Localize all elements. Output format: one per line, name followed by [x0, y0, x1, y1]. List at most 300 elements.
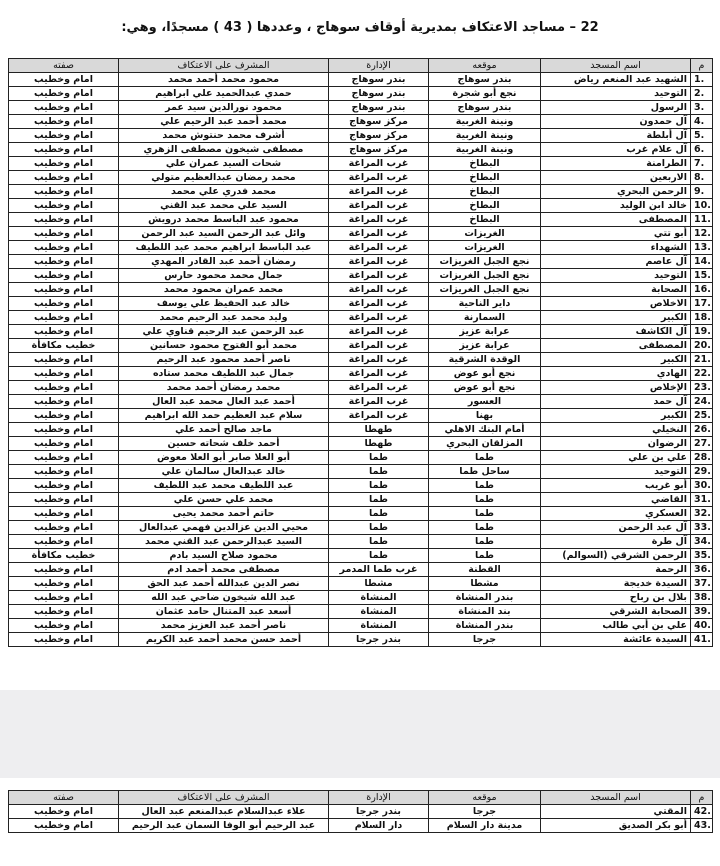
mosque-location: نجع أبو عوض: [429, 367, 541, 381]
supervisor-role: امام وخطيب: [9, 619, 119, 633]
supervisor-role: امام وخطيب: [9, 507, 119, 521]
mosque-name: خالد ابن الوليد: [541, 199, 691, 213]
page-title: 22 – مساجد الاعتكاف بمديرية أوقاف سوهاج ، وعددها ( 43 ) مسجدًا، وهي:: [121, 20, 599, 35]
mosque-name: السيدة خديجة: [541, 577, 691, 591]
mosque-name: السيدة عائشة: [541, 633, 691, 647]
administration: غرب المراغة: [329, 311, 429, 325]
row-number: 4.: [691, 115, 713, 129]
supervisor-name: مصطفى شيخون مصطفى الزهري: [119, 143, 329, 157]
supervisor-role: امام وخطيب: [9, 605, 119, 619]
administration: مشطا: [329, 577, 429, 591]
supervisor-name: حاتم أحمد محمد يحيى: [119, 507, 329, 521]
administration: غرب المراغة: [329, 353, 429, 367]
supervisor-name: أحمد خلف شحاته حسين: [119, 437, 329, 451]
mosque-name: أبو تتي: [541, 227, 691, 241]
mosque-location: طما: [429, 451, 541, 465]
mosque-location: البطاخ: [429, 185, 541, 199]
mosque-name: الكبير: [541, 353, 691, 367]
mosque-name: الطرامنة: [541, 157, 691, 171]
supervisor-role: امام وخطيب: [9, 395, 119, 409]
header-num: م: [691, 791, 713, 805]
mosque-location: بندر المنشاة: [429, 619, 541, 633]
administration: المنشاة: [329, 605, 429, 619]
row-number: 41.: [691, 633, 713, 647]
table-row: [9, 73, 713, 87]
header-role: صفته: [9, 791, 119, 805]
header-num: م: [691, 59, 713, 73]
table-row: [9, 521, 713, 535]
supervisor-name: عبد الرحيم أبو الوفا السمان عبد الرحيم: [119, 819, 329, 833]
supervisor-name: عبد الله شيخون ضاحي عبد الله: [119, 591, 329, 605]
supervisor-role: خطيب مكافأة: [9, 339, 119, 353]
mosque-name: الرسول: [541, 101, 691, 115]
table-row: [9, 479, 713, 493]
mosque-name: العسكري: [541, 507, 691, 521]
supervisor-name: محمد فدري علي محمد: [119, 185, 329, 199]
mosque-name: الصحابة: [541, 283, 691, 297]
mosque-location: بهنا: [429, 409, 541, 423]
mosque-location: نجع أبو عوض: [429, 381, 541, 395]
table-row: [9, 129, 713, 143]
supervisor-role: امام وخطيب: [9, 199, 119, 213]
row-number: 7.: [691, 157, 713, 171]
table-row: [9, 353, 713, 367]
supervisor-role: امام وخطيب: [9, 465, 119, 479]
table-header-row: [9, 791, 713, 805]
administration: طما: [329, 521, 429, 535]
supervisor-role: امام وخطيب: [9, 311, 119, 325]
row-number: 20.: [691, 339, 713, 353]
mosque-location: السمارنة: [429, 311, 541, 325]
mosque-name: الاربعين: [541, 171, 691, 185]
supervisor-role: امام وخطيب: [9, 157, 119, 171]
administration: طما: [329, 479, 429, 493]
mosque-location: بندر سوهاج: [429, 101, 541, 115]
mosque-location: البطاخ: [429, 171, 541, 185]
supervisor-name: محمد علي حسن علي: [119, 493, 329, 507]
table-row: [9, 269, 713, 283]
administration: غرب المراغة: [329, 381, 429, 395]
mosque-location: طما: [429, 549, 541, 563]
row-number: 40.: [691, 619, 713, 633]
administration: بندر جرجا: [329, 633, 429, 647]
administration: غرب المراغة: [329, 325, 429, 339]
mosque-name: الإخلاص: [541, 381, 691, 395]
supervisor-role: امام وخطيب: [9, 577, 119, 591]
row-number: 29.: [691, 465, 713, 479]
mosque-location: نجع أبو شجرة: [429, 87, 541, 101]
mosque-name: الرضوان: [541, 437, 691, 451]
table-row: [9, 605, 713, 619]
supervisor-role: امام وخطيب: [9, 535, 119, 549]
header-role: صفته: [9, 59, 119, 73]
supervisor-name: ناصر أحمد محمود عبد الرحيم: [119, 353, 329, 367]
supervisor-name: السيد عبدالرحمن عبد القني محمد: [119, 535, 329, 549]
mosque-name: الشهيد عبد المنعم رياض: [541, 73, 691, 87]
administration: غرب المراغة: [329, 213, 429, 227]
administration: طما: [329, 507, 429, 521]
mosque-name: آل حمدون: [541, 115, 691, 129]
supervisor-role: خطيب مكافأة: [9, 549, 119, 563]
mosque-name: الصحابة الشرقي: [541, 605, 691, 619]
mosque-name: الرحمن الشرقي (السوالم): [541, 549, 691, 563]
header-mosque: اسم المسجد: [541, 59, 691, 73]
table-row: [9, 297, 713, 311]
row-number: 36.: [691, 563, 713, 577]
supervisor-role: امام وخطيب: [9, 171, 119, 185]
mosque-location: ساحل طما: [429, 465, 541, 479]
supervisor-role: امام وخطيب: [9, 805, 119, 819]
mosque-name: آل عاصم: [541, 255, 691, 269]
administration: طما: [329, 549, 429, 563]
supervisor-role: امام وخطيب: [9, 591, 119, 605]
supervisor-role: امام وخطيب: [9, 479, 119, 493]
administration: طما: [329, 465, 429, 479]
table-row: [9, 185, 713, 199]
supervisor-role: امام وخطيب: [9, 325, 119, 339]
row-number: 6.: [691, 143, 713, 157]
supervisor-name: محمد رمضان أحمد محمد: [119, 381, 329, 395]
table-row: [9, 171, 713, 185]
table-row: [9, 549, 713, 563]
mosque-location: العسور: [429, 395, 541, 409]
mosque-location: البطاخ: [429, 213, 541, 227]
header-location: موقعه: [429, 59, 541, 73]
mosque-name: الرحمن البحري: [541, 185, 691, 199]
administration: بندر سوهاج: [329, 101, 429, 115]
table-row: [9, 367, 713, 381]
mosque-location: طما: [429, 493, 541, 507]
supervisor-role: امام وخطيب: [9, 409, 119, 423]
table-row: [9, 241, 713, 255]
mosque-name: الكبير: [541, 409, 691, 423]
administration: طما: [329, 535, 429, 549]
administration: مركز سوهاج: [329, 129, 429, 143]
mosque-name: المصطفى: [541, 213, 691, 227]
table-row: [9, 563, 713, 577]
mosque-name: الشهداء: [541, 241, 691, 255]
supervisor-role: امام وخطيب: [9, 353, 119, 367]
row-number: 21.: [691, 353, 713, 367]
administration: بندر جرجا: [329, 805, 429, 819]
table-row: [9, 87, 713, 101]
row-number: 37.: [691, 577, 713, 591]
row-number: 1.: [691, 73, 713, 87]
mosque-name: علي بن علي: [541, 451, 691, 465]
mosque-location: بند المنشاة: [429, 605, 541, 619]
header-supervisor: المشرف على الاعتكاف: [119, 791, 329, 805]
supervisor-role: امام وخطيب: [9, 819, 119, 833]
administration: غرب المراغة: [329, 339, 429, 353]
administration: طما: [329, 493, 429, 507]
mosque-location: ونينة الغربية: [429, 143, 541, 157]
supervisor-name: محمد أبو الفتوح محمود حسانين: [119, 339, 329, 353]
table-row: [9, 381, 713, 395]
row-number: 13.: [691, 241, 713, 255]
table-row: [9, 591, 713, 605]
supervisor-role: امام وخطيب: [9, 213, 119, 227]
row-number: 9.: [691, 185, 713, 199]
table-row: [9, 619, 713, 633]
table-row: [9, 339, 713, 353]
mosque-location: ونينة الغربية: [429, 115, 541, 129]
mosque-location: مشطا: [429, 577, 541, 591]
supervisor-role: امام وخطيب: [9, 283, 119, 297]
mosque-location: المزلقان البحري: [429, 437, 541, 451]
table-row: [9, 507, 713, 521]
supervisor-name: ناصر أحمد عبد العزيز محمد: [119, 619, 329, 633]
row-number: 26.: [691, 423, 713, 437]
table-row: [9, 409, 713, 423]
table-row: [9, 227, 713, 241]
supervisor-role: امام وخطيب: [9, 115, 119, 129]
table-row: [9, 283, 713, 297]
mosque-name: التوحيد: [541, 269, 691, 283]
mosque-location: أمام البنك الاهلي: [429, 423, 541, 437]
supervisor-role: امام وخطيب: [9, 423, 119, 437]
table-row: [9, 101, 713, 115]
table-row: [9, 819, 713, 833]
table-row: [9, 577, 713, 591]
row-number: 33.: [691, 521, 713, 535]
administration: طما: [329, 451, 429, 465]
mosque-name: أبو غريب: [541, 479, 691, 493]
supervisor-role: امام وخطيب: [9, 367, 119, 381]
supervisor-name: عبد اللطيف محمد عبد اللطيف: [119, 479, 329, 493]
page-gap: [0, 690, 720, 778]
supervisor-name: جمال محمد محمود حارس: [119, 269, 329, 283]
table-row: [9, 805, 713, 819]
row-number: 14.: [691, 255, 713, 269]
row-number: 2.: [691, 87, 713, 101]
mosque-location: الغريزات: [429, 241, 541, 255]
administration: غرب المراغة: [329, 185, 429, 199]
row-number: 23.: [691, 381, 713, 395]
mosque-name: آل حمد: [541, 395, 691, 409]
table-row: [9, 325, 713, 339]
supervisor-name: أسعد عبد المتنال حامد عثمان: [119, 605, 329, 619]
table-row: [9, 633, 713, 647]
supervisor-name: نصر الدين عبدالله أحمد عبد الحق: [119, 577, 329, 591]
mosques-table: [8, 58, 713, 647]
supervisor-name: مصطفى محمد أحمد ادم: [119, 563, 329, 577]
administration: غرب المراغة: [329, 199, 429, 213]
row-number: 27.: [691, 437, 713, 451]
table-row: [9, 255, 713, 269]
table-row: [9, 451, 713, 465]
mosque-name: التوحيد: [541, 465, 691, 479]
mosque-location: الغريزات: [429, 227, 541, 241]
table-row: [9, 143, 713, 157]
supervisor-name: محمود محمد أحمد محمد: [119, 73, 329, 87]
mosque-name: آل عبد الرحمن: [541, 521, 691, 535]
row-number: 24.: [691, 395, 713, 409]
administration: دار السلام: [329, 819, 429, 833]
table-row: [9, 199, 713, 213]
mosque-location: نجع الجبل الغريزات: [429, 269, 541, 283]
table-row: [9, 437, 713, 451]
supervisor-role: امام وخطيب: [9, 73, 119, 87]
mosque-location: عرابة عزيز: [429, 325, 541, 339]
administration: غرب المراغة: [329, 395, 429, 409]
administration: مركز سوهاج: [329, 143, 429, 157]
administration: غرب المراغة: [329, 227, 429, 241]
mosque-location: داير الناحية: [429, 297, 541, 311]
mosque-location: جرجا: [429, 633, 541, 647]
table-row: [9, 493, 713, 507]
supervisor-name: وليد محمد عبد الرحيم محمد: [119, 311, 329, 325]
header-admin: الإدارة: [329, 59, 429, 73]
supervisor-name: خالد عبدالعال سالمان علي: [119, 465, 329, 479]
mosque-location: طما: [429, 535, 541, 549]
row-number: 12.: [691, 227, 713, 241]
supervisor-name: علاء عبدالسلام عبدالمنعم عبد العال: [119, 805, 329, 819]
administration: المنشاة: [329, 619, 429, 633]
supervisor-name: خالد عبد الحفيظ علي يوسف: [119, 297, 329, 311]
mosque-name: التوحيد: [541, 87, 691, 101]
administration: طهطا: [329, 423, 429, 437]
administration: غرب المراغة: [329, 157, 429, 171]
administration: غرب المراغة: [329, 409, 429, 423]
table-header-row: [9, 59, 713, 73]
mosque-name: الاخلاص: [541, 297, 691, 311]
administration: غرب المراغة: [329, 269, 429, 283]
mosque-name: بلال بن رباح: [541, 591, 691, 605]
row-number: 43.: [691, 819, 713, 833]
supervisor-role: امام وخطيب: [9, 255, 119, 269]
administration: غرب المراغة: [329, 171, 429, 185]
mosque-location: الوقدة الشرقية: [429, 353, 541, 367]
row-number: 3.: [691, 101, 713, 115]
row-number: 18.: [691, 311, 713, 325]
administration: طهطا: [329, 437, 429, 451]
header-supervisor: المشرف على الاعتكاف: [119, 59, 329, 73]
mosque-name: علي بن أبي طالب: [541, 619, 691, 633]
mosque-location: نجع الجبل الغريزات: [429, 255, 541, 269]
supervisor-name: ماجد صالح أحمد علي: [119, 423, 329, 437]
row-number: 34.: [691, 535, 713, 549]
supervisor-role: امام وخطيب: [9, 101, 119, 115]
table-row: [9, 213, 713, 227]
mosque-name: آل علام غرب: [541, 143, 691, 157]
supervisor-role: امام وخطيب: [9, 227, 119, 241]
mosque-name: آل الكاشف: [541, 325, 691, 339]
administration: المنشاة: [329, 591, 429, 605]
mosque-name: أبو بكر الصديق: [541, 819, 691, 833]
administration: غرب طما المدمر: [329, 563, 429, 577]
row-number: 25.: [691, 409, 713, 423]
row-number: 38.: [691, 591, 713, 605]
supervisor-role: امام وخطيب: [9, 185, 119, 199]
row-number: 19.: [691, 325, 713, 339]
row-number: 31.: [691, 493, 713, 507]
supervisor-name: محمود نورالدين سيد عمر: [119, 101, 329, 115]
supervisor-role: امام وخطيب: [9, 563, 119, 577]
row-number: 10.: [691, 199, 713, 213]
supervisor-name: السيد علي محمد عبد القني: [119, 199, 329, 213]
supervisor-name: عبد الرحمن عبد الرحيم قناوي علي: [119, 325, 329, 339]
row-number: 15.: [691, 269, 713, 283]
supervisor-name: محمد أحمد عبد الرحيم علي: [119, 115, 329, 129]
table-row: [9, 423, 713, 437]
mosque-location: بندر المنشاة: [429, 591, 541, 605]
supervisor-name: محمد عمران محمود محمد: [119, 283, 329, 297]
supervisor-name: محمود صلاح السيد بادم: [119, 549, 329, 563]
supervisor-role: امام وخطيب: [9, 633, 119, 647]
supervisor-name: أشرف محمد حنتوش محمد: [119, 129, 329, 143]
mosque-location: جرجا: [429, 805, 541, 819]
row-number: 8.: [691, 171, 713, 185]
supervisor-role: امام وخطيب: [9, 87, 119, 101]
header-admin: الإدارة: [329, 791, 429, 805]
mosque-name: النخيلي: [541, 423, 691, 437]
supervisor-role: امام وخطيب: [9, 269, 119, 283]
supervisor-role: امام وخطيب: [9, 241, 119, 255]
row-number: 11.: [691, 213, 713, 227]
administration: غرب المراغة: [329, 283, 429, 297]
mosque-name: الرحمة: [541, 563, 691, 577]
row-number: 16.: [691, 283, 713, 297]
mosque-name: القاضي: [541, 493, 691, 507]
supervisor-name: عبد الباسط ابراهيم محمد عبد اللطيف: [119, 241, 329, 255]
table-row: [9, 157, 713, 171]
header-mosque: اسم المسجد: [541, 791, 691, 805]
mosque-location: طما: [429, 507, 541, 521]
mosque-location: نجع الجبل الغريزات: [429, 283, 541, 297]
mosque-name: المقتي: [541, 805, 691, 819]
mosque-location: القطنة: [429, 563, 541, 577]
table-row: [9, 465, 713, 479]
mosque-location: البطاخ: [429, 157, 541, 171]
supervisor-name: محمود عبد الباسط محمد درويش: [119, 213, 329, 227]
supervisor-role: امام وخطيب: [9, 143, 119, 157]
row-number: 30.: [691, 479, 713, 493]
administration: غرب المراغة: [329, 241, 429, 255]
table-row: [9, 311, 713, 325]
supervisor-name: محيي الدين عزالدين فهمي عبدالعال: [119, 521, 329, 535]
mosques-table-continued: [8, 790, 713, 833]
mosque-name: الهادي: [541, 367, 691, 381]
administration: مركز سوهاج: [329, 115, 429, 129]
supervisor-role: امام وخطيب: [9, 437, 119, 451]
row-number: 28.: [691, 451, 713, 465]
supervisor-role: امام وخطيب: [9, 521, 119, 535]
administration: بندر سوهاج: [329, 87, 429, 101]
supervisor-name: حمدي عبدالحميد علي ابراهيم: [119, 87, 329, 101]
mosque-location: مدينة دار السلام: [429, 819, 541, 833]
administration: بندر سوهاج: [329, 73, 429, 87]
row-number: 32.: [691, 507, 713, 521]
row-number: 22.: [691, 367, 713, 381]
row-number: 35.: [691, 549, 713, 563]
mosque-name: الكبير: [541, 311, 691, 325]
mosque-location: عرابة عزيز: [429, 339, 541, 353]
supervisor-role: امام وخطيب: [9, 297, 119, 311]
table-row: [9, 115, 713, 129]
supervisor-name: أحمد عبد العال محمد عبد العال: [119, 395, 329, 409]
supervisor-name: رمضان أحمد عبد القادر المهدي: [119, 255, 329, 269]
supervisor-name: شحات السيد عمران علي: [119, 157, 329, 171]
administration: غرب المراغة: [329, 297, 429, 311]
administration: غرب المراغة: [329, 367, 429, 381]
mosque-name: المصطفى: [541, 339, 691, 353]
supervisor-role: امام وخطيب: [9, 451, 119, 465]
mosque-location: طما: [429, 521, 541, 535]
row-number: 42.: [691, 805, 713, 819]
supervisor-name: محمد رمضان عبدالعظيم متولي: [119, 171, 329, 185]
mosque-location: ونينة الغربية: [429, 129, 541, 143]
mosque-name: آل طرة: [541, 535, 691, 549]
